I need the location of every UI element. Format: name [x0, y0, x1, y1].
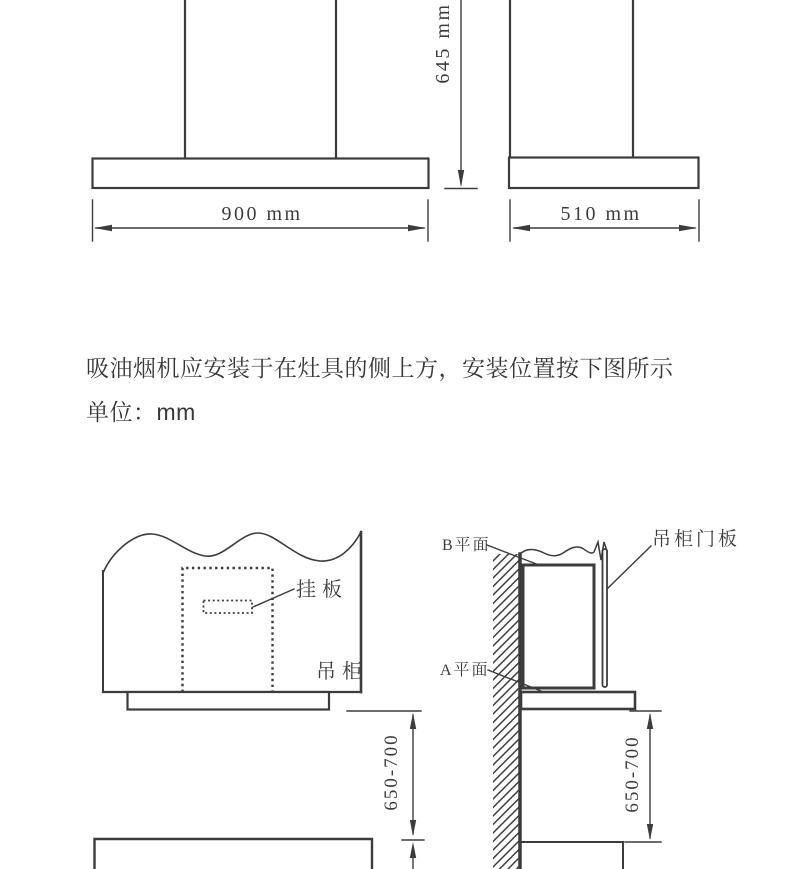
hang-plate-label: 挂板: [296, 579, 348, 601]
arrow-right-icon: [679, 225, 697, 231]
arrow-down-icon: [410, 820, 416, 836]
height-dimension: [432, 0, 477, 189]
a-plane-label: A平面: [440, 662, 490, 679]
counter-top-front: [95, 839, 373, 869]
arrow-up-icon: [410, 713, 416, 729]
height-dimension-label: 645 mm: [432, 2, 454, 84]
installation-diagrams: [0, 500, 790, 869]
hood-body-front: [93, 159, 429, 189]
cabinet-door-panel: [603, 549, 608, 687]
height-range-label: 650-700: [622, 735, 643, 813]
b-plane-label: B平面: [442, 537, 491, 554]
arrow-down-icon: [458, 170, 464, 187]
cabinet-valance: [128, 692, 330, 710]
cabinet-label: 吊柜: [316, 661, 368, 683]
hood-mounting-dotted-outline: [183, 568, 273, 692]
hang-plate-dotted-rect: [204, 601, 253, 614]
width-dimension-label: 900 mm: [221, 203, 303, 225]
height-range-dimension: [622, 711, 661, 842]
wall-hatch: [493, 554, 519, 869]
width-dimension: [93, 200, 429, 241]
arrow-down-icon: [647, 824, 653, 840]
instruction-line: 吸油烟机应安装于在灶具的侧上方，安装位置按下图所示: [86, 355, 674, 381]
hood-front-view-drawing: [93, 0, 478, 241]
cabinet-side-diagram: [440, 528, 740, 869]
counter-top-side: [521, 842, 623, 869]
cabinet-side-box: [523, 565, 594, 688]
dimension-drawings: [0, 0, 790, 250]
arrow-right-icon: [408, 225, 426, 231]
depth-dimension: [510, 200, 699, 241]
hood-side-view-drawing: [509, 0, 699, 241]
cabinet-break-wave: [519, 542, 607, 560]
arrow-up-icon: [647, 713, 653, 729]
cabinet-door-label: 吊柜门板: [652, 529, 741, 550]
leader-line: [608, 546, 651, 588]
height-range-label: 650-700: [381, 733, 402, 811]
cabinet-front-diagram: [95, 532, 425, 869]
height-range-dimension: [347, 711, 424, 869]
cabinet-break-wave: [103, 532, 361, 573]
hood-body-side: [509, 158, 699, 189]
cabinet-bottom-shelf: [521, 692, 635, 709]
arrow-left-icon: [512, 225, 530, 231]
unit-line: 单位：mm: [86, 399, 196, 425]
depth-dimension-label: 510 mm: [560, 203, 642, 225]
installation-instructions: [86, 346, 726, 434]
arrow-left-icon: [94, 225, 112, 231]
